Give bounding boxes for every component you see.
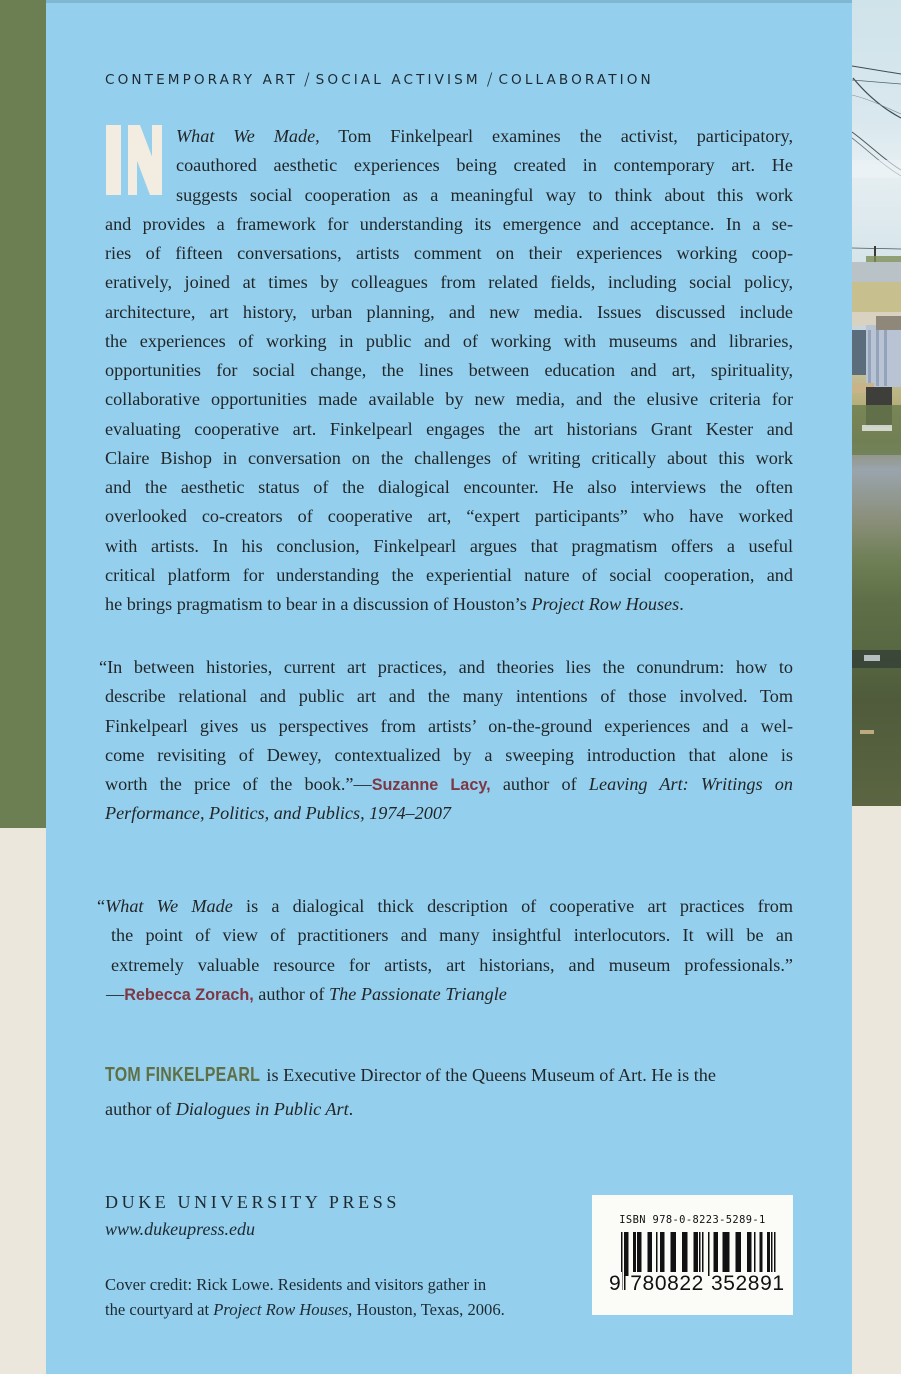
category-header bbox=[105, 69, 654, 89]
cover-credit-project-title: Project Row Houses bbox=[213, 1300, 349, 1319]
barcode-bar bbox=[760, 1232, 763, 1276]
author-bio-text: is Executive Director of the Queens Museum of Art. He is the bbox=[261, 1065, 716, 1085]
description-line: eratively, joined at times by colleagues from related fields, including social policy, bbox=[105, 272, 793, 292]
blurb-book-title: What We Made bbox=[105, 896, 233, 916]
author-book-title: Dialogues in Public Art bbox=[175, 1099, 349, 1119]
author-bio-line bbox=[105, 1097, 793, 1122]
description-line: with artists. In his conclusion, Finkelpearl argues that pragmatism offers a useful bbox=[105, 536, 793, 556]
description-line: critical platform for understanding the experiential nature of social cooperation, and bbox=[105, 565, 793, 585]
description-line bbox=[176, 124, 793, 149]
blurb-attribution-text: author of bbox=[253, 984, 330, 1004]
barcode-bar bbox=[660, 1232, 665, 1276]
right-cream-strip bbox=[852, 806, 901, 1374]
barcode-bar bbox=[649, 1232, 651, 1276]
category-collaboration: COLLABORATION bbox=[498, 72, 654, 88]
author-bio-text: author of bbox=[105, 1099, 176, 1119]
isbn-barcode-box bbox=[592, 1195, 793, 1315]
description-line-text: Tom Finkelpearl examines the activist, participatory, bbox=[319, 126, 793, 146]
category-contemporary-art: CONTEMPORARY ART bbox=[105, 72, 298, 88]
blurb-attribution-name: Suzanne Lacy, bbox=[371, 776, 491, 794]
blurb-line: the point of view of practitioners and many insightful interlocutors. It will be an bbox=[111, 925, 793, 945]
barcode-bar bbox=[656, 1232, 658, 1276]
category-separator: / bbox=[303, 70, 310, 90]
photo-wires-illustration bbox=[852, 0, 901, 806]
description-line: the experiences of working in public and of working with museums and libraries, bbox=[105, 331, 793, 351]
blurb-line bbox=[97, 894, 793, 919]
description-line: architecture, art history, urban planning, and new media. Issues discussed include bbox=[105, 302, 793, 322]
barcode-bar bbox=[637, 1232, 642, 1276]
publisher-name: DUKE UNIVERSITY PRESS bbox=[105, 1192, 400, 1212]
description-line-end: . bbox=[679, 594, 684, 614]
drop-cap-letter-i bbox=[106, 125, 121, 195]
open-quote: “ bbox=[97, 896, 106, 916]
description-line: opportunities for social change, the lines between education and art, spirituality, bbox=[105, 360, 793, 380]
cover-photo-strip bbox=[852, 0, 901, 806]
publisher-url[interactable]: www.dukeupress.edu bbox=[105, 1219, 255, 1239]
barcode-bar bbox=[702, 1232, 704, 1276]
blurb-attribution-name: Rebecca Zorach, bbox=[124, 986, 254, 1004]
cover-credit-text: , Houston, Texas, 2006. bbox=[348, 1300, 505, 1319]
barcode-bar bbox=[767, 1232, 770, 1276]
cover-credit-line bbox=[105, 1300, 505, 1320]
category-separator: / bbox=[486, 70, 493, 90]
description-line: evaluating cooperative art. Finkelpearl engages the art historians Grant Kester and bbox=[105, 419, 793, 439]
blurb-line bbox=[105, 801, 793, 826]
blurb-line-text: is a dialogical thick description of cooperative art practices from bbox=[232, 896, 794, 916]
author-bio-line bbox=[105, 1063, 793, 1088]
barcode-bar bbox=[672, 1232, 677, 1276]
description-line: coauthored aesthetic experiences being created in contemporary art. He bbox=[176, 155, 793, 175]
drop-cap bbox=[106, 125, 162, 195]
blurb-line-text: worth the price of the book.”— bbox=[105, 774, 372, 794]
barcode-bar bbox=[633, 1232, 636, 1276]
description-line: ries of fifteen conversations, artists comment on their experiences working coop- bbox=[105, 243, 793, 263]
attribution-dash: — bbox=[106, 984, 125, 1004]
blurb-line: describe relational and public art and the many intentions of those involved. Tom bbox=[105, 686, 793, 706]
blurb-line: “In between histories, current art practices, and theories lies the conundrum: how to bbox=[99, 657, 793, 677]
blurb-attribution-text: author of bbox=[490, 774, 589, 794]
cover-credit-text: the courtyard at bbox=[105, 1300, 214, 1319]
blurb-book-title: Performance, Politics, and Publics, 1974–2007 bbox=[105, 803, 452, 823]
project-title-italic: Project Row Houses bbox=[531, 594, 680, 614]
description-line bbox=[105, 592, 793, 617]
barcode-bar bbox=[683, 1232, 688, 1276]
left-green-strip bbox=[0, 0, 46, 828]
description-line: and the aesthetic status of the dialogical encounter. He also interviews the often bbox=[105, 477, 793, 497]
barcode-bar bbox=[725, 1232, 730, 1276]
book-title-italic: What We Made, bbox=[176, 126, 320, 146]
ean-group-1: 780822 bbox=[630, 1272, 704, 1295]
description-line: and provides a framework for understanding its emergence and acceptance. In a se- bbox=[105, 214, 793, 234]
ean-group-2: 352891 bbox=[710, 1272, 785, 1295]
barcode-bar bbox=[748, 1232, 750, 1276]
barcode-bar bbox=[714, 1232, 719, 1276]
blurb-line bbox=[106, 982, 788, 1008]
description-line: collaborative opportunities made available by new media, and the elusive criteria for bbox=[105, 389, 793, 409]
isbn-label: ISBN 978-0-8223-5289-1 bbox=[619, 1214, 766, 1226]
panel-top-edge bbox=[46, 0, 852, 3]
left-cream-strip bbox=[0, 828, 46, 1374]
blurb-line bbox=[105, 772, 793, 798]
ean-digits bbox=[608, 1272, 786, 1296]
author-bio-end: . bbox=[348, 1099, 354, 1119]
blurb-line: extremely valuable resource for artists, art historians, and museum professionals.” bbox=[111, 955, 793, 975]
drop-cap-letter-n-right bbox=[152, 125, 162, 195]
description-line: suggests social cooperation as a meaningful way to think about this work bbox=[176, 185, 793, 205]
description-line-text: he brings pragmatism to bear in a discussion of Houston’s bbox=[105, 594, 532, 614]
description-line: overlooked co-creators of cooperative art, “expert participants” who have worked bbox=[105, 506, 793, 526]
barcode-bar bbox=[737, 1232, 742, 1276]
category-social-activism: SOCIAL ACTIVISM bbox=[315, 72, 481, 88]
cover-credit-line: Cover credit: Rick Lowe. Residents and visitors gather in bbox=[105, 1275, 487, 1294]
barcode-bar bbox=[754, 1232, 756, 1276]
blurb-book-title: The Passionate Triangle bbox=[329, 984, 507, 1004]
barcode-bar bbox=[708, 1232, 710, 1276]
ean-first-digit: 9 bbox=[609, 1272, 622, 1295]
barcode-bar bbox=[626, 1232, 629, 1276]
author-name: TOM FINKELPEARL bbox=[105, 1063, 261, 1086]
blurb-book-title: Leaving Art: Writings on bbox=[588, 774, 793, 794]
blurb-line: come revisiting of Dewey, contextualized by a sweeping introduction that alone is bbox=[105, 745, 793, 765]
blurb-line: Finkelpearl gives us perspectives from artists’ on-the-ground experiences and a wel- bbox=[105, 716, 793, 736]
description-line: Claire Bishop in conversation on the challenges of writing critically about this work bbox=[105, 448, 793, 468]
